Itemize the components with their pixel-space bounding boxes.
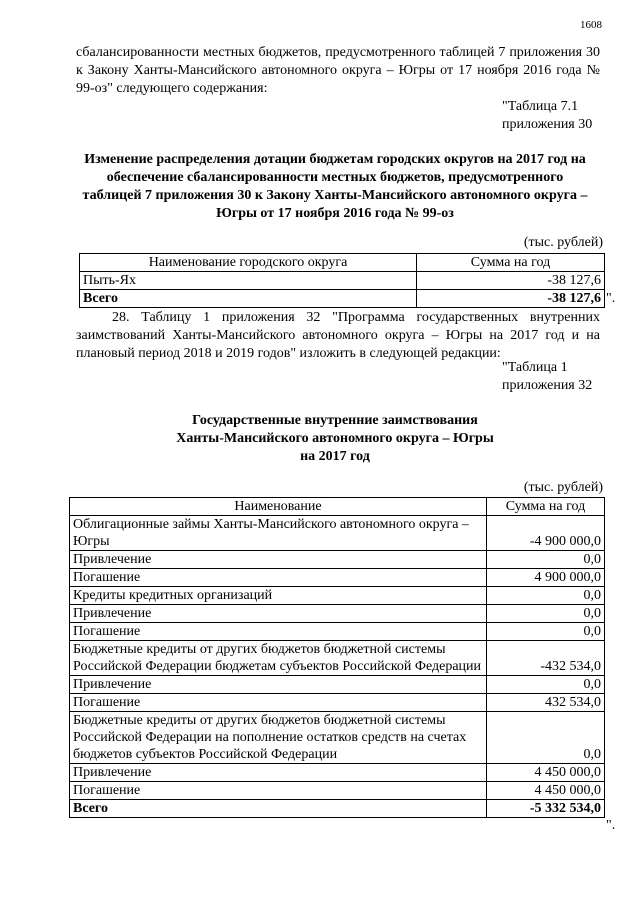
table71-header-sum: Сумма на год [417,254,605,272]
table1-row-name: Привлечение [70,605,487,623]
table1-note-line1: "Таблица 1 [502,360,568,375]
table1-note-line2: приложения 32 [502,378,593,393]
table1-title-line1: Государственные внутренние заимствования [192,413,478,428]
table1-row-name: Привлечение [70,551,487,569]
table1-row-name: Бюджетные кредиты от других бюджетов бюджетной системы Российской Федерации на пополнение остатков средств на счетах бюджетов субъектов Российской Федерации [70,712,487,764]
table71 [79,253,605,308]
table1-total-value: -5 332 534,0 [487,800,605,818]
table-row [70,712,605,764]
table1-title-line2: Ханты-Мансийского автономного округа – Югры [176,431,494,446]
table1-row-value: 4 450 000,0 [487,782,605,800]
table1-row-value: 0,0 [487,587,605,605]
table-row [70,605,605,623]
table-row [70,551,605,569]
table1-header-sum: Сумма на год [487,498,605,516]
table1-row-name: Привлечение [70,676,487,694]
table-row [70,569,605,587]
table1-units: (тыс. рублей) [523,480,603,495]
table1-row-name: Погашение [70,569,487,587]
table1-row-name: Погашение [70,782,487,800]
intro-paragraph: сбалансированности местных бюджетов, предусмотренного таблицей 7 приложения 30 к Закону Ханты-Мансийского автономного округа – Югры от 17 ноября 2016 года № 99-оз" следующего содержания: [76,45,600,96]
table1-note [502,359,612,395]
table71-note-line2: приложения 30 [502,117,593,132]
table-row [70,694,605,712]
table1-row-name: Погашение [70,694,487,712]
table1-row-value: 0,0 [487,676,605,694]
table1-row-name: Погашение [70,623,487,641]
table1-row-value: 4 450 000,0 [487,764,605,782]
table71-row-value: -38 127,6 [417,272,605,290]
table-row [70,516,605,551]
table-row [70,676,605,694]
table71-units: (тыс. рублей) [523,235,603,250]
table1-total-row [70,800,605,818]
table71-total-value: -38 127,6 [417,290,605,308]
table-row [70,587,605,605]
table-row [70,641,605,676]
table1-row-value: 0,0 [487,712,605,764]
table1-header-name: Наименование [70,498,487,516]
table-row [70,764,605,782]
table1-row-name: Привлечение [70,764,487,782]
table1-title [60,412,610,466]
table71-header-name: Наименование городского округа [80,254,417,272]
table71-title: Изменение распределения дотации бюджетам городских округов на 2017 год на обеспечение сбалансированности местных бюджетов, предусмотренного таблицей 7 приложения 30 к Закону Ханты-Мансийского автономного округа – Югры от 17 ноября 2016 года № 99-оз [82,152,588,221]
table-row [70,623,605,641]
table71-row-name: Пыть-Ях [80,272,417,290]
table1-row-value: 0,0 [487,623,605,641]
table1-row-value: 0,0 [487,605,605,623]
table1-total-name: Всего [70,800,487,818]
table71-note [502,98,612,134]
table1-title-line3: на 2017 год [300,449,370,464]
table71-total-row [80,290,605,308]
table-row [80,272,605,290]
table1-row-value: 432 534,0 [487,694,605,712]
table1-row-value: -4 900 000,0 [487,516,605,551]
table1-row-name: Бюджетные кредиты от других бюджетов бюджетной системы Российской Федерации бюджетам субъектов Российской Федерации [70,641,487,676]
table1 [69,497,605,818]
table1-row-value: 0,0 [487,551,605,569]
table71-note-line1: "Таблица 7.1 [502,99,579,114]
table1-closing-quote: ". [606,818,616,833]
table-row [70,782,605,800]
paragraph-28: 28. Таблицу 1 приложения 32 "Программа государственных внутренних заимствований Ханты-Мансийского автономного округа – Югры на 2017 год и на плановый период 2018 и 2019 годов" изложить в следующей редакции: [76,310,600,361]
table71-total-name: Всего [80,290,417,308]
table71-closing-quote: ". [606,291,616,306]
table1-row-name: Кредиты кредитных организаций [70,587,487,605]
table1-row-value: 4 900 000,0 [487,569,605,587]
table1-row-name: Облигационные займы Ханты-Мансийского автономного округа – Югры [70,516,487,551]
table1-row-value: -432 534,0 [487,641,605,676]
page-number: 1608 [580,19,602,31]
